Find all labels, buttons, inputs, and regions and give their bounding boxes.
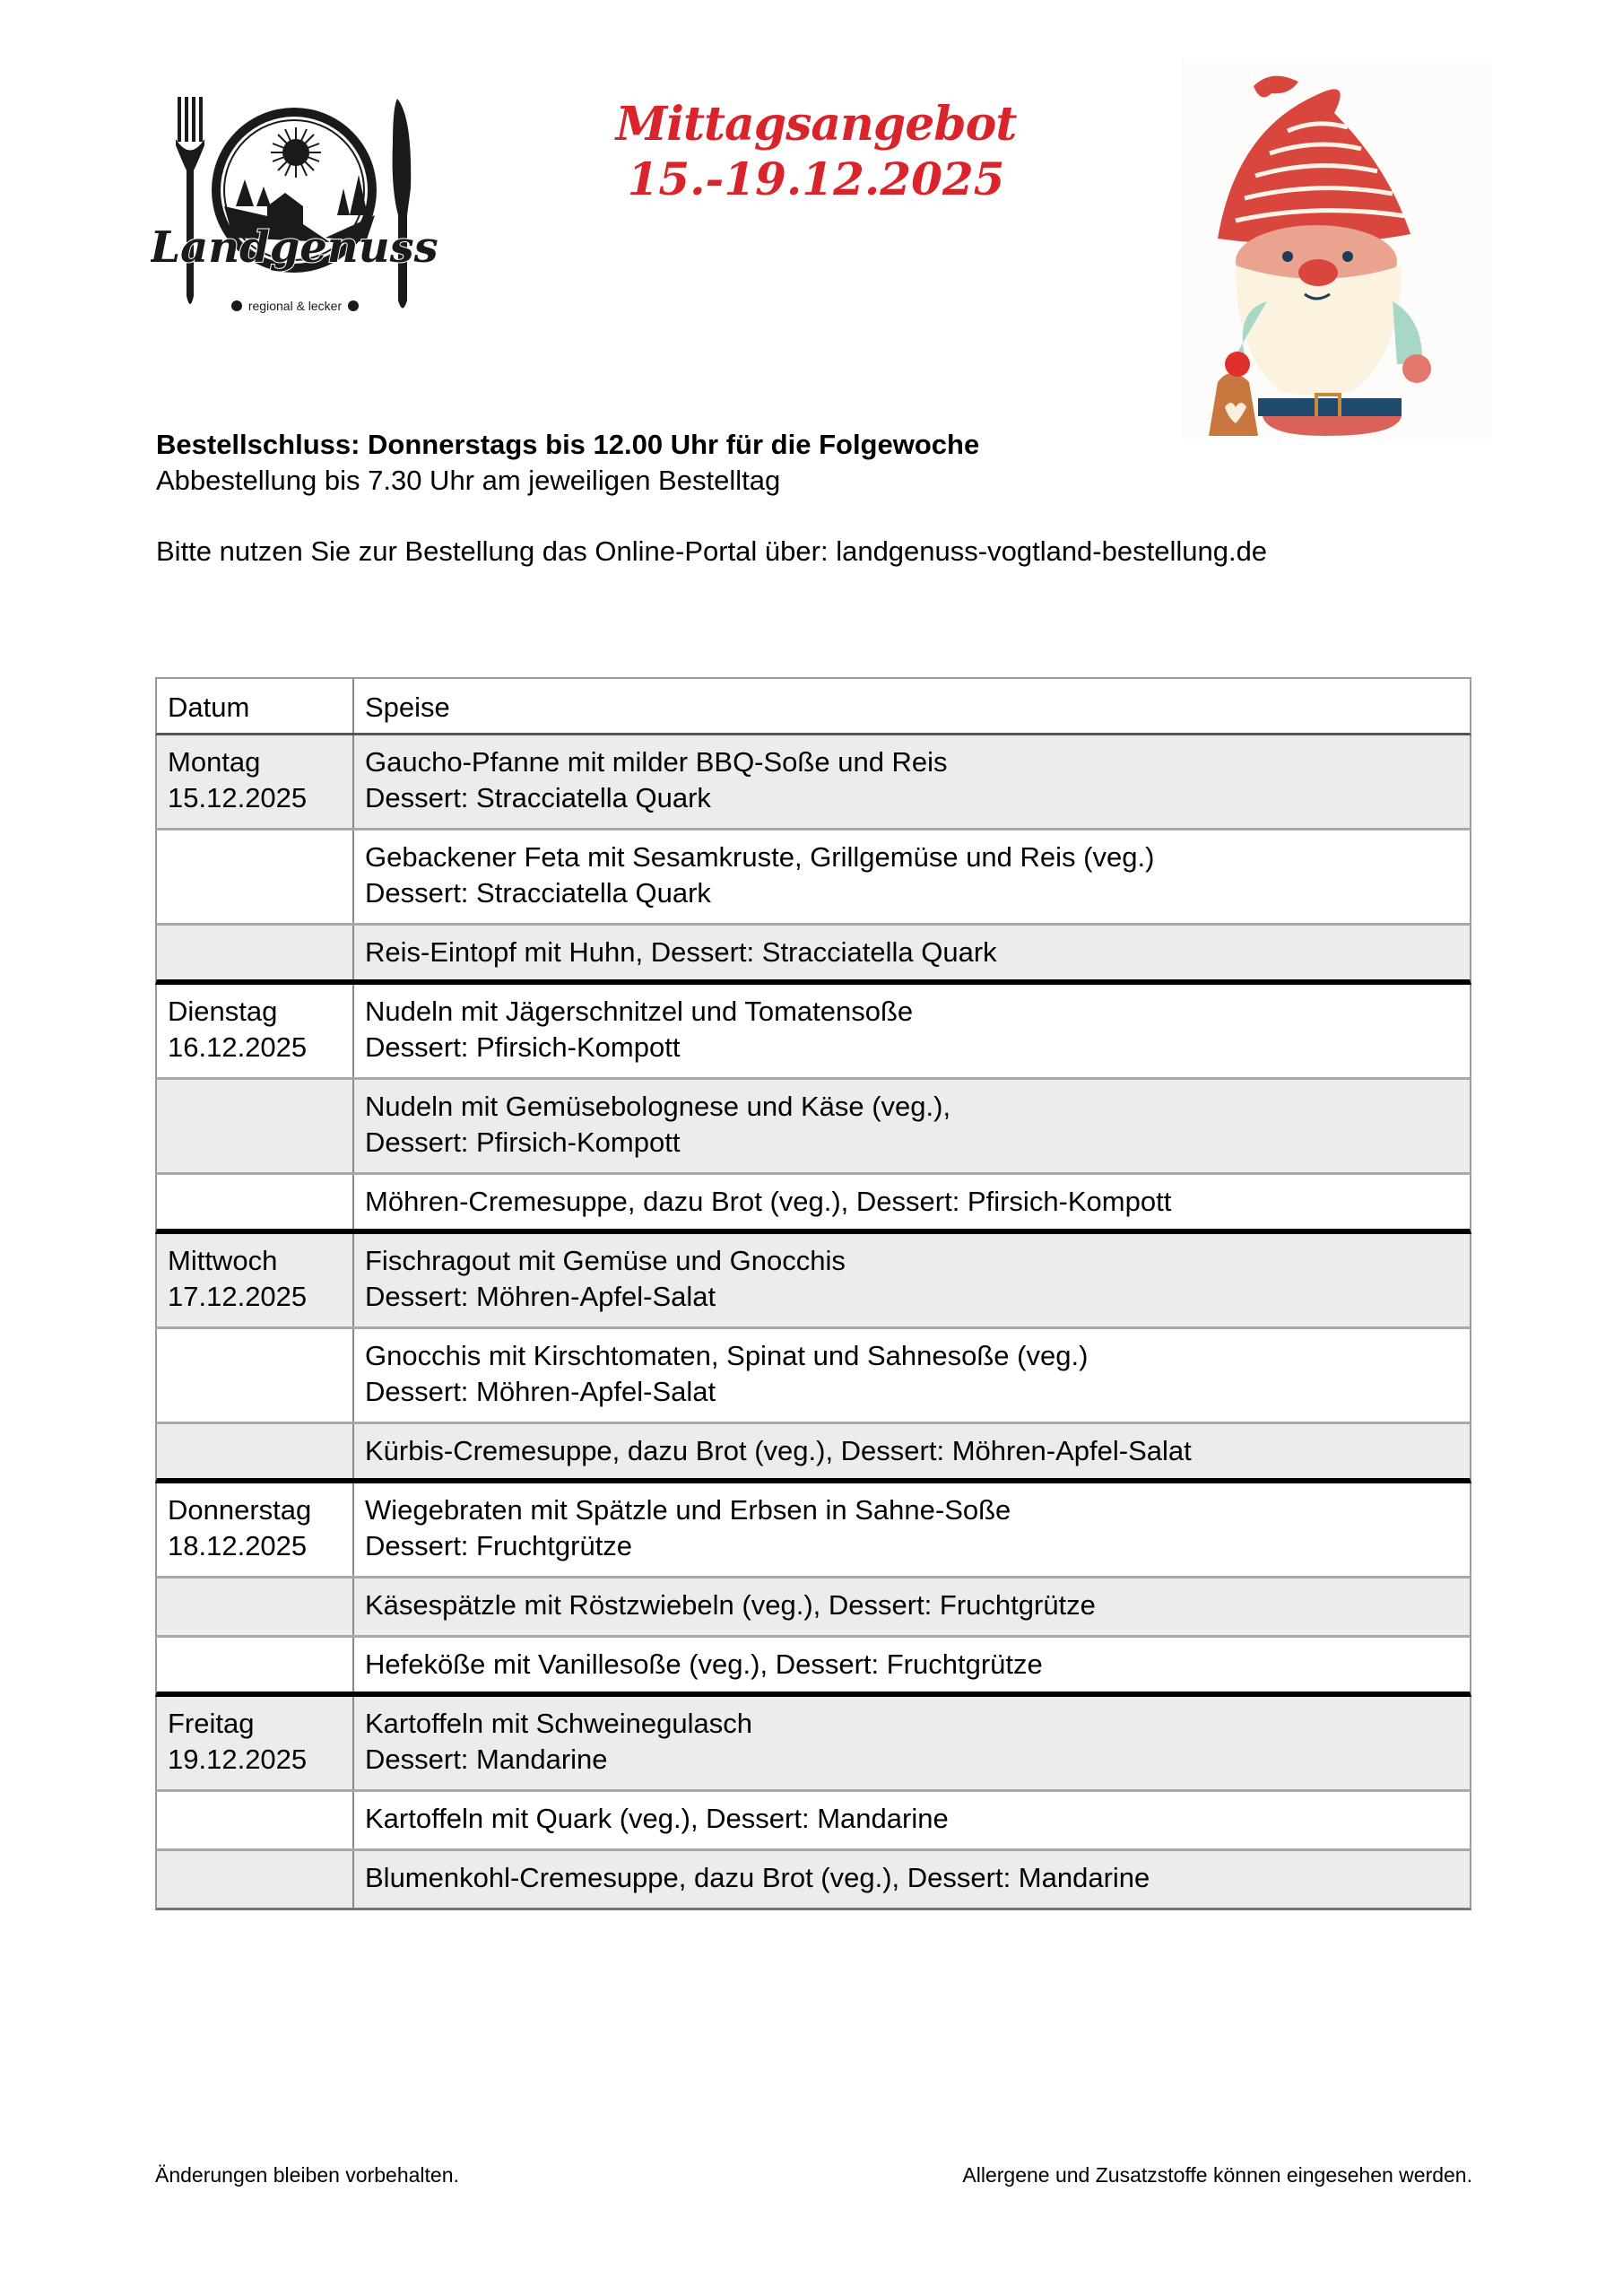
landgenuss-logo [151,90,438,323]
dish-line: Nudeln mit Jägerschnitzel und Tomatensoße [365,996,914,1027]
day-cell-empty [157,1638,354,1692]
dish-line: Nudeln mit Gemüsebolognese und Käse (veg.), [365,1091,951,1122]
dish-line: Gaucho-Pfanne mit milder BBQ-Soße und Reis [365,746,948,778]
table-row [155,1483,1471,1578]
day-date: 19.12.2025 [168,1744,308,1775]
order-deadline-text: Bestellschluss: Donnerstags bis 12.00 Uhr für die Folgewoche [156,429,980,460]
dessert-line: Dessert: Fruchtgrütze [365,1530,633,1561]
footer-changes-note: Änderungen bleiben vorbehalten. [155,2163,459,2187]
dish-line: Möhren-Cremesuppe, dazu Brot (veg.), Dessert: Pfirsich-Kompott [365,1186,1172,1217]
dessert-line: Dessert: Möhren-Apfel-Salat [365,1281,716,1312]
table-row [155,1234,1471,1329]
dessert-line: Dessert: Möhren-Apfel-Salat [365,1376,716,1407]
footer-allergens-note: Allergene und Zusatzstoffe können eingesehen werden. [962,2163,1472,2187]
table-row [155,1697,1471,1792]
table-row [155,985,1471,1080]
dish-line: Kartoffeln mit Quark (veg.), Dessert: Mandarine [365,1803,949,1834]
menu-title [574,97,1058,206]
dish-line: Blumenkohl-Cremesuppe, dazu Brot (veg.), Dessert: Mandarine [365,1862,1150,1893]
dish-cell [354,1483,1470,1576]
dessert-line: Dessert: Mandarine [365,1744,608,1775]
dish-cell [354,735,1470,828]
table-row [155,926,1471,985]
dish-cell [354,1578,1470,1635]
dish-cell [354,926,1470,979]
dish-line: Gnocchis mit Kirschtomaten, Spinat und Sahnesoße (veg.) [365,1340,1089,1371]
day-cell-empty [157,1578,354,1635]
title-line-1: Mittagsangebot [615,97,1017,152]
day-cell-empty [157,1424,354,1478]
dish-cell [354,1175,1470,1229]
day-date: 18.12.2025 [168,1530,308,1561]
day-name: Dienstag [168,996,278,1027]
dish-cell [354,1638,1470,1692]
dish-cell [354,1234,1470,1326]
table-row [155,1080,1471,1175]
sun-icon [271,127,321,178]
table-row [155,1851,1471,1910]
dessert-line: Dessert: Stracciatella Quark [365,782,711,813]
table-header [155,677,1471,735]
dish-line: Wiegebraten mit Spätzle und Erbsen in Sahne-Soße [365,1494,1011,1526]
table-row [155,735,1471,831]
day-name: Donnerstag [168,1494,312,1526]
day-date: 17.12.2025 [168,1281,308,1312]
table-row [155,1175,1471,1234]
dessert-line: Dessert: Pfirsich-Kompott [365,1126,681,1158]
day-cell [157,985,354,1077]
cancellation-text: Abbestellung bis 7.30 Uhr am jeweiligen Bestelltag [156,465,781,496]
table-row [155,1329,1471,1424]
day-name: Montag [168,746,261,778]
day-cell-empty [157,1329,354,1422]
day-cell-empty [157,1175,354,1229]
table-row [155,1578,1471,1638]
day-cell [157,1483,354,1576]
day-cell-empty [157,831,354,923]
day-cell [157,735,354,828]
day-name: Freitag [168,1708,255,1739]
dish-cell [354,1329,1470,1422]
day-cell [157,1697,354,1789]
dish-line: Fischragout mit Gemüse und Gnocchis [365,1245,846,1276]
table-row [155,1424,1471,1483]
day-cell-empty [157,926,354,979]
dish-cell [354,1424,1470,1478]
day-cell [157,1234,354,1326]
day-cell-empty [157,1080,354,1172]
menu-table [155,677,1471,1910]
gnome-illustration [1182,59,1492,439]
dish-line: Kürbis-Cremesuppe, dazu Brot (veg.), Dessert: Möhren-Apfel-Salat [365,1435,1192,1466]
table-row [155,831,1471,926]
title-date-range: 15.-19.12.2025 [627,152,1005,205]
tagline-dot-right [348,300,359,311]
dessert-line: Dessert: Pfirsich-Kompott [365,1031,681,1063]
table-row [155,1638,1471,1697]
dish-cell [354,1697,1470,1789]
dish-cell [354,1851,1470,1908]
tagline-text: regional & lecker [247,299,343,313]
dish-cell [354,985,1470,1077]
fork-icon [176,97,204,304]
dish-line: Käsespätzle mit Röstzwiebeln (veg.), Dessert: Fruchtgrütze [365,1589,1096,1621]
day-name: Mittwoch [168,1245,278,1276]
dessert-line: Dessert: Stracciatella Quark [365,877,711,909]
dish-line: Gebackener Feta mit Sesamkruste, Grillgemüse und Reis (veg.) [365,841,1155,873]
day-date: 16.12.2025 [168,1031,308,1063]
day-cell-empty [157,1792,354,1848]
dish-line: Hefeköße mit Vanillesoße (veg.), Dessert: Fruchtgrütze [365,1648,1043,1680]
day-date: 15.12.2025 [168,782,308,813]
header-date: Datum [157,679,354,733]
dish-line: Kartoffeln mit Schweinegulasch [365,1708,752,1739]
dish-cell [354,831,1470,923]
day-cell-empty [157,1851,354,1908]
dish-cell [354,1080,1470,1172]
logo-graphic [151,90,438,323]
dish-line: Reis-Eintopf mit Huhn, Dessert: Stracciatella Quark [365,936,997,968]
table-row [155,1792,1471,1851]
gnome-icon [1182,59,1492,439]
dish-cell [354,1792,1470,1848]
portal-notice-text: Bitte nutzen Sie zur Bestellung das Online-Portal über: landgenuss-vogtland-bestellung.de [156,535,1268,567]
header-dish: Speise [365,691,450,723]
knife-icon [393,99,412,309]
brand-name-text: Landgenuss [151,222,438,273]
tagline-dot-left [231,300,242,311]
